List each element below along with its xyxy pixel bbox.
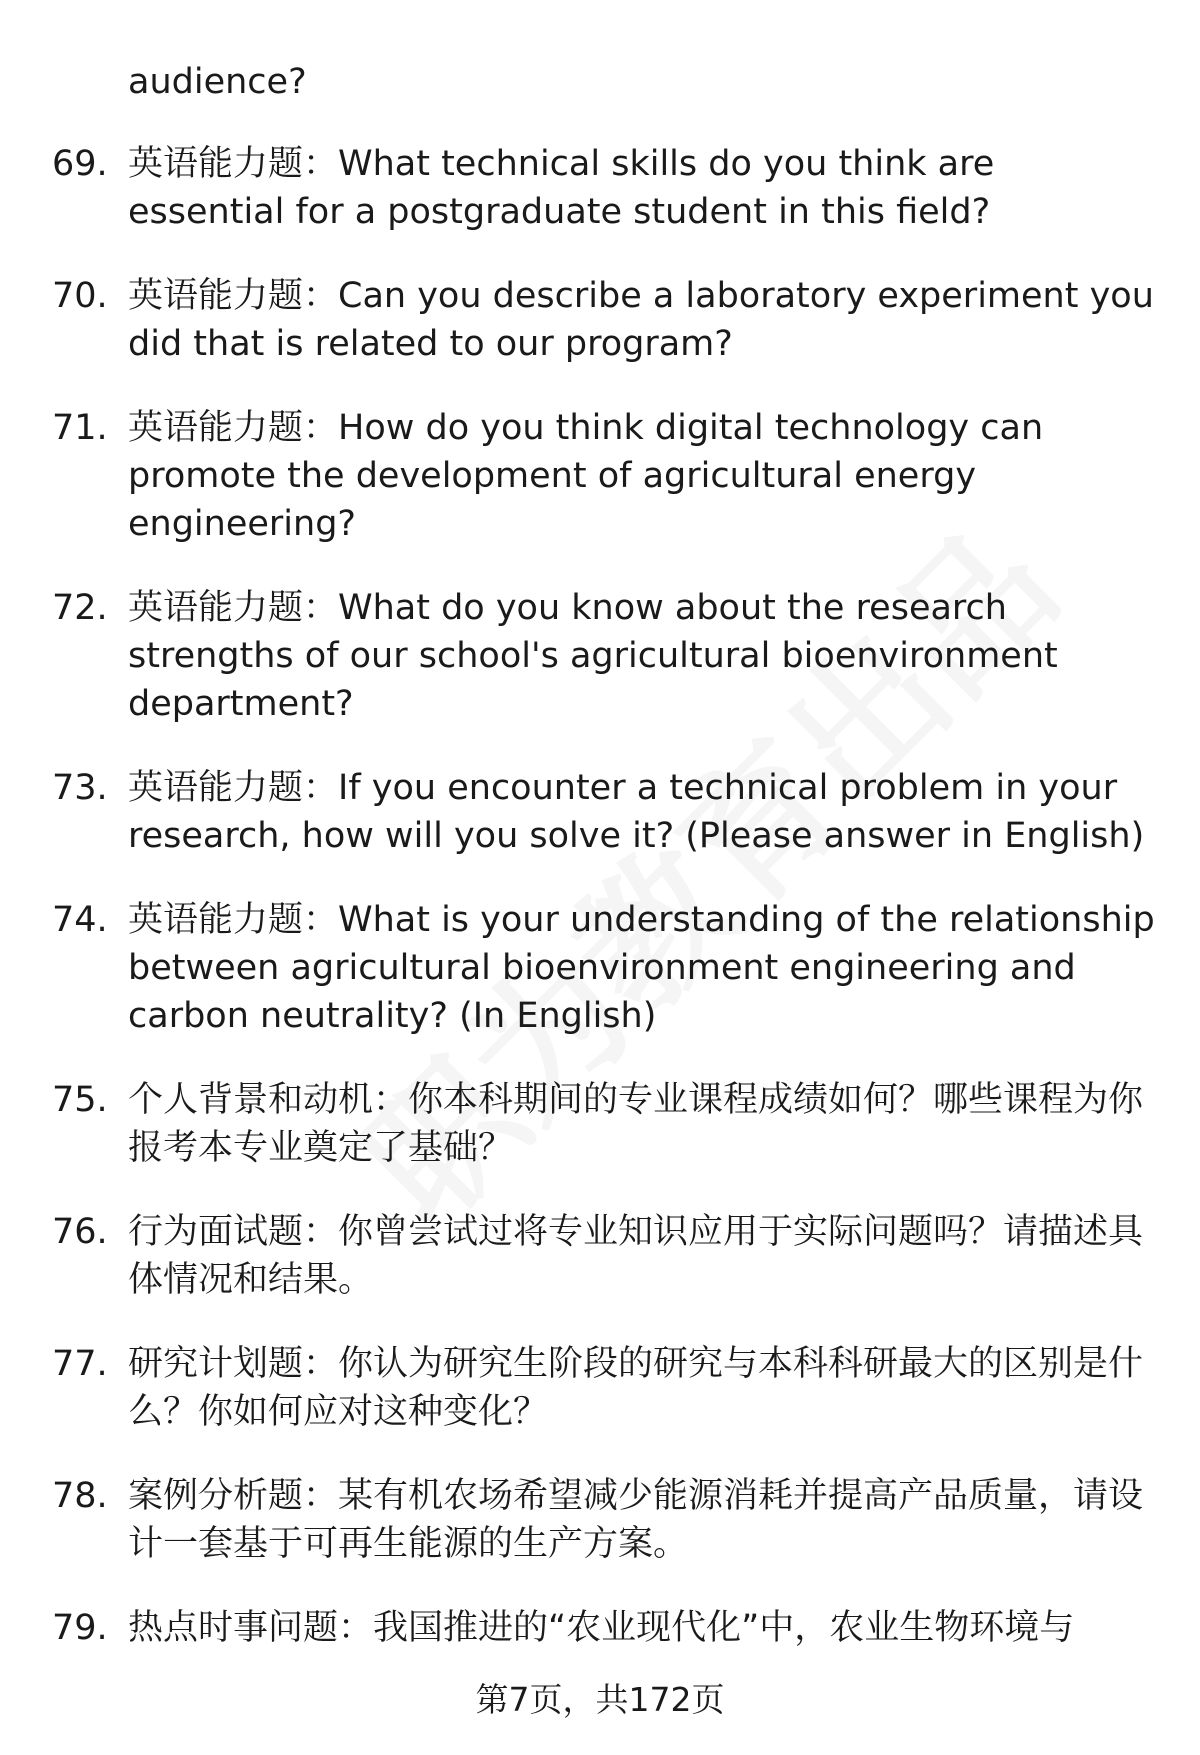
item-text: 研究计划题：你认为研究生阶段的研究与本科科研最大的区别是什么？你如何应对这种变化？ bbox=[128, 1344, 1144, 1432]
item-text: 案例分析题：某有机农场希望减少能源消耗并提高产品质量，请设计一套基于可再生能源的生产方案。 bbox=[128, 1476, 1144, 1564]
item-text: 英语能力题：Can you describe a laboratory experiment you did that is related to our program? bbox=[128, 276, 1154, 364]
list-item-72 bbox=[0, 584, 1200, 728]
item-text: 英语能力题：What technical skills do you think are essential for a postgraduate student in this field? bbox=[128, 144, 995, 232]
item-number: 75. bbox=[52, 1080, 108, 1120]
item-text: 热点时事问题：我国推进的“农业现代化”中，农业生物环境与 bbox=[128, 1608, 1075, 1648]
list-item-77 bbox=[0, 1340, 1200, 1436]
list-item-78 bbox=[0, 1472, 1200, 1568]
question-list bbox=[0, 140, 1200, 1688]
item-number: 77. bbox=[52, 1344, 108, 1384]
item-number: 79. bbox=[52, 1608, 108, 1648]
item-number: 73. bbox=[52, 768, 108, 808]
page-footer: 第7页，共172页 bbox=[475, 1680, 725, 1719]
item-number: 71. bbox=[52, 408, 108, 448]
item-text: 英语能力题：How do you think digital technology can promote the development of agricultural energy engineering? bbox=[128, 408, 1044, 544]
list-item-69 bbox=[0, 140, 1200, 236]
item-number: 72. bbox=[52, 588, 108, 628]
item-text: 英语能力题：What is your understanding of the relationship between agricultural bioenvironment engineering and carbon neutrality? (In English) bbox=[128, 900, 1155, 1036]
item-text: 个人背景和动机：你本科期间的专业课程成绩如何？哪些课程为你报考本专业奠定了基础？ bbox=[128, 1080, 1144, 1168]
list-item-74 bbox=[0, 896, 1200, 1040]
item-number: 69. bbox=[52, 144, 108, 184]
list-item-71 bbox=[0, 404, 1200, 548]
item-number: 74. bbox=[52, 900, 108, 940]
item-text: 英语能力题：If you encounter a technical problem in your research, how will you solve it? (Please answer in English) bbox=[128, 768, 1145, 856]
item-number: 70. bbox=[52, 276, 108, 316]
item-text: 行为面试题：你曾尝试过将专业知识应用于实际问题吗？请描述具体情况和结果。 bbox=[128, 1212, 1144, 1300]
item-number: 78. bbox=[52, 1476, 108, 1516]
item-number: 76. bbox=[52, 1212, 108, 1252]
list-item-73 bbox=[0, 764, 1200, 860]
list-item-79 bbox=[0, 1604, 1200, 1652]
list-item-75 bbox=[0, 1076, 1200, 1172]
list-item-70 bbox=[0, 272, 1200, 368]
item-text: 英语能力题：What do you know about the research strengths of our school's agricultural bioenvironment department? bbox=[128, 588, 1058, 724]
list-item-76 bbox=[0, 1208, 1200, 1304]
continued-text: audience? bbox=[128, 62, 307, 102]
